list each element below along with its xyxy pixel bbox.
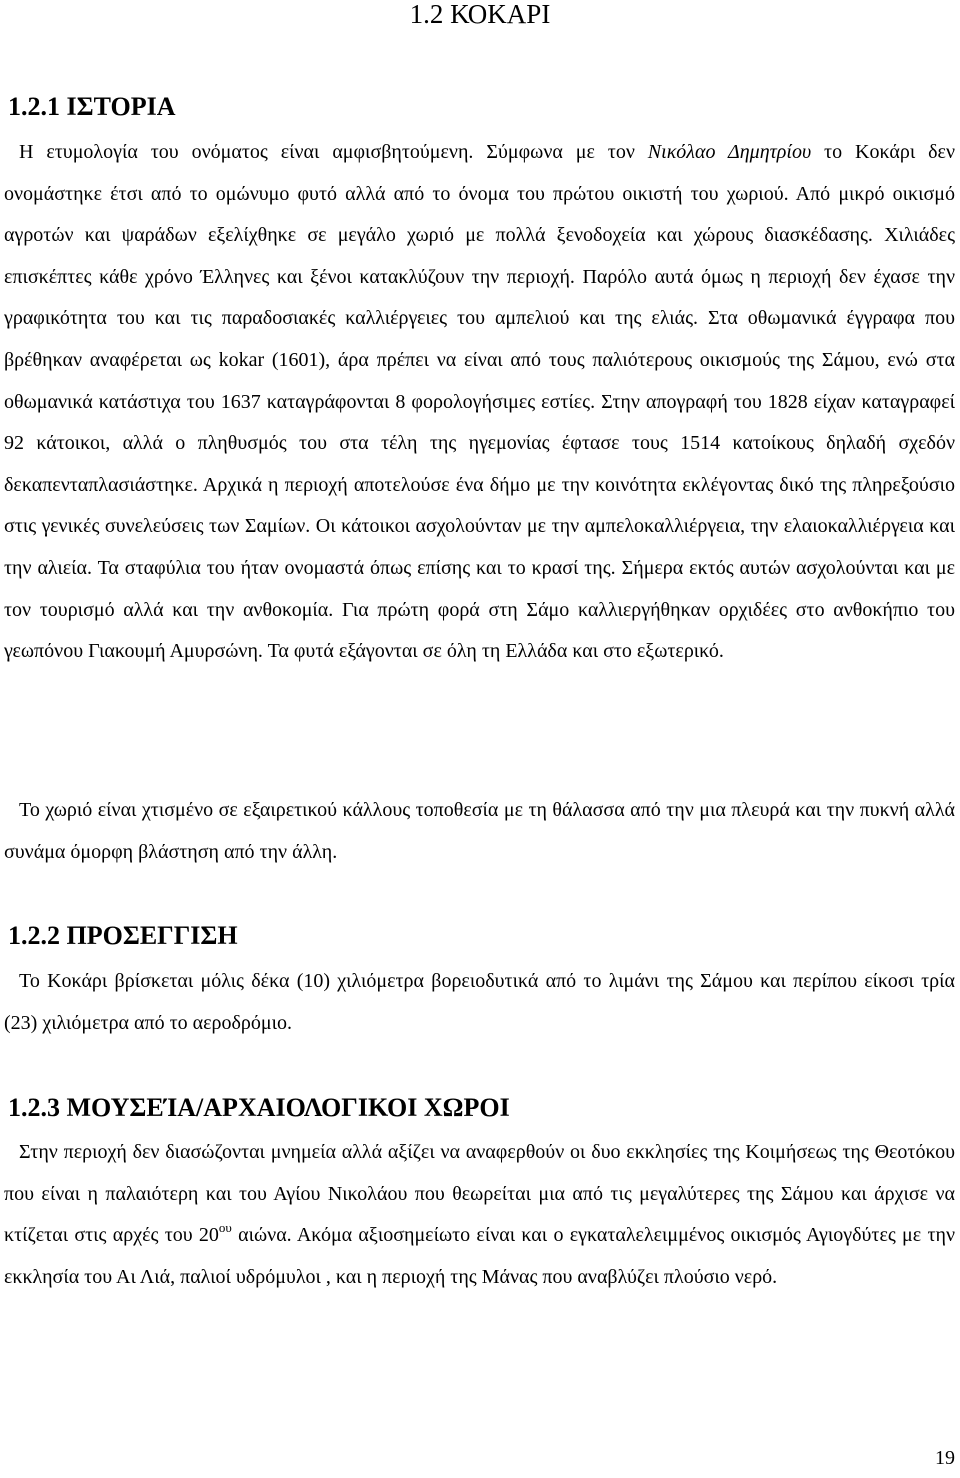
page-number: 19 [935, 1447, 955, 1469]
museums-paragraph-text-a: Στην περιοχή δεν διασώζονται μνημεία αλλά αξίζει να αναφερθούν οι δυο εκκλησίες της Κοιμήσεως της Θεοτόκου που είναι η παλαιότερη και του Αγίου Νικολάου που θεωρείται μια από τις μεγαλύτερες της Σάμου και άρχισε να κτίζεται στις αρχές του 20 [4, 1141, 955, 1247]
history-paragraph-2: Το χωριό είναι χτισμένο σε εξαιρετικού κάλλους τοποθεσία με τη θάλασσα από την μια πλευρά και την πυκνή αλλά συνάμα όμορφη βλάστηση από την άλλη. [4, 799, 955, 863]
museums-paragraph [4, 1132, 955, 1298]
history-paragraph-1 [4, 132, 955, 673]
history-paragraph-1-text-a: Η ετυμολογία του ονόματος είναι αμφισβητούμενη. Σύμφωνα με τον [19, 141, 648, 163]
page-title: 1.2 ΚΟΚΑΡΙ [409, 0, 551, 29]
history-paragraph-1-text-b: το Κοκάρι δεν ονομάστηκε έτσι από το ομώνυμο φυτό αλλά από το όνομα του πρώτου οικιστή του χωριού. Από μικρό οικισμό αγροτών και ψαράδων εξελίχθηκε σε μεγάλο χωριό με πολλά ξενοδοχεία και χώρους διασκέδασης. Χιλιάδες επισκέπτες κάθε χρόνο Έλληνες και ξένοι κατακλύζουν την περιοχή. Παρόλο αυτά όμως η περιοχή δεν έχασε την γραφικότητα του και τις παραδοσιακές καλλιέργειες του αμπελιού και της ελιάς. Στα οθωμανικά έγγραφα που βρέθηκαν αναφέρεται ως kokar (1601), άρα πρέπει να είναι από τους παλιότερους οικισμούς της Σάμου, ενώ στα οθωμανικά κατάστιχα του 1637 καταγράφονται 8 φορολογήσιμες εστίες. Στην απογραφή του 1828 είχαν καταγραφεί 92 κάτοικοι, αλλά ο πληθυσμός του στα τέλη της ηγεμονίας έφτασε τους 1514 κατοίκους δηλαδή σχεδόν δεκαπενταπλασιάστηκε. Αρχικά η περιοχή αποτελούσε ένα δήμο με την κοινότητα εκλέγοντας δικό της πληρεξούσιο στις γενικές συνελεύσεις των Σαμίων. Οι κάτοικοι ασχολούνταν με την αμπελοκαλλιέργεια, την ελαιοκαλλιέργεια και την αλιεία. Τα σταφύλια του ήταν ονομαστά όπως επίσης και το κρασί της. Σήμερα εκτός αυτών ασχολούνται και με τον τουρισμό αλλά και την ανθοκομία. Για πρώτη φορά στη Σάμο καλλιεργήθηκαν ορχιδέες στο ανθοκήπιο του γεωπόνου Γιακουμή Αμυρσώνη. Τα φυτά εξάγονται σε όλη τη Ελλάδα και στο εξωτερικό. [4, 141, 955, 663]
ordinal-suffix: ου [218, 1220, 232, 1236]
section-heading-history: 1.2.1 ΙΣΤΟΡΙΑ [8, 92, 176, 121]
section-heading-access: 1.2.2 ΠΡΟΣΕΓΓΙΣΗ [8, 921, 238, 950]
author-name: Νικόλαο Δημητρίου [647, 141, 812, 163]
section-heading-museums: 1.2.3 ΜΟΥΣΕΊΑ/ΑΡΧΑΙΟΛΟΓΙΚΟΙ ΧΩΡΟΙ [8, 1093, 510, 1122]
access-paragraph: Το Κοκάρι βρίσκεται μόλις δέκα (10) χιλιόμετρα βορειοδυτικά από το λιμάνι της Σάμου και περίπου είκοσι τρία (23) χιλιόμετρα από το αεροδρόμιο. [4, 970, 955, 1034]
museums-paragraph-text-b: αιώνα. Ακόμα αξιοσημείωτο είναι και ο εγκαταλελειμμένος οικισμός Αγιογδύτες με την εκκλησία του Αι Λιά, παλιοί υδρόμυλοι , και η περιοχή της Μάνας που αναβλύζει πλούσιο νερό. [4, 1224, 955, 1288]
